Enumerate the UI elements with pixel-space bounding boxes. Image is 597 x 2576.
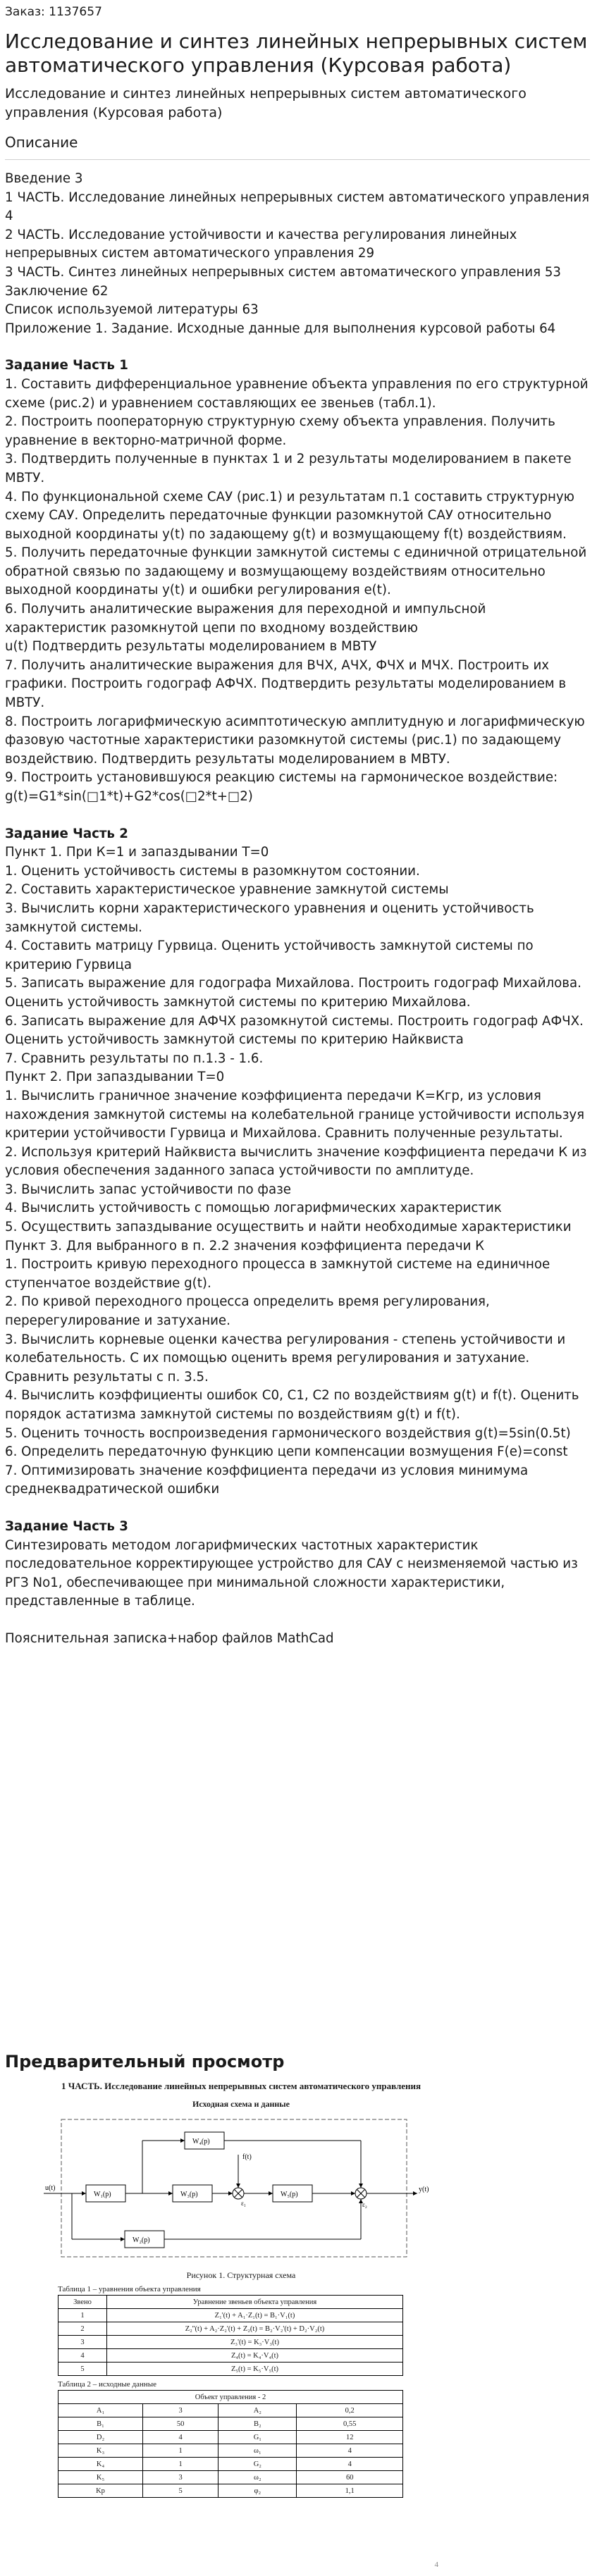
list-item: 2. Используя критерий Найквиста вычислить значение коэффициента передачи К из условия обеспечения заданного запаса устойчивости по амплитуде. [5, 1144, 591, 1179]
svg-text:ε₁: ε₁ [241, 2200, 246, 2207]
list-item: 7. Получить аналитические выражения для ВЧХ, АЧХ, ФЧХ и МЧХ. Построить их графики. Построить годограф АФЧХ. Подтвердить результаты моделированием в МВТУ. [5, 657, 570, 711]
table-row: Kp 5 φ₂ 1,1 [59, 2484, 403, 2498]
attachment-note: Пояснительная записка+набор файлов MathCad [5, 1630, 334, 1646]
initial-data-table [58, 2390, 403, 2498]
list-item: 4. Вычислить коэффициенты ошибок С0, С1, С2 по воздействиям g(t) и f(t). Оценить порядок астатизма замкнутой системы по воздействиям g(t) и f(t). [5, 1388, 584, 1422]
list-item: 4. Составить матрицу Гурвица. Оценить устойчивость замкнутой системы по критерию Гурвица [5, 939, 538, 972]
list-item: 9. Построить установившуюся реакцию системы на гармоническое воздействие: g(t)=G1*sin(□1*t)+G2*cos(□2*t+□2) [5, 770, 562, 804]
toc-item: Список используемой литературы 63 [5, 302, 259, 318]
list-item: 2. Построить пооператорную структурную схему объекта управления. Получить уравнение в векторно-матричной форме. [5, 414, 560, 448]
list-item: 3. Вычислить корни характеристического уравнения и оценить устойчивость замкнутой системы. [5, 900, 538, 935]
preview-doc-title: 1 ЧАСТЬ. Исследование линейных непрерывных систем автоматического управления [61, 2081, 421, 2091]
table-row: 5 Z₅(t) = K₅·V₅(t) [59, 2363, 403, 2376]
list-item: 5. Записать выражение для годографа Михайлова. Построить годограф Михайлова. Оценить устойчивость замкнутой системы по критерию Михайлова. [5, 976, 586, 1010]
table-header: Уравнение звеньев объекта управления [107, 2296, 403, 2309]
toc-item: Введение 3 [5, 171, 83, 186]
description-heading: Описание [5, 134, 78, 151]
list-item: Пункт 2. При запаздывании Т=0 [5, 1070, 225, 1085]
list-item: 2. По кривой переходного процесса определить время регулирования, перерегулирование и затухание. [5, 1294, 494, 1329]
list-item: 6. Получить аналитические выражения для переходной и импульсной характеристик разомкнутой цепи по входному воздействию [5, 602, 491, 636]
table-row: 4 Z₄(t) = K₄·V₄(t) [59, 2349, 403, 2363]
list-item: 3. Вычислить запас устойчивости по фазе [5, 1182, 291, 1197]
figure-caption: Рисунок 1. Структурная схема [186, 2270, 296, 2280]
part1-heading: Задание Часть 1 [5, 358, 128, 373]
svg-text:W₃(p): W₃(p) [180, 2191, 198, 2198]
divider [5, 159, 590, 160]
page-title: Исследование и синтез линейных непрерывных систем автоматического управления (Курсовая работа) [5, 30, 588, 77]
list-item: 1. Построить кривую переходного процесса в замкнутой системе на единичное ступенчатое воздействие g(t). [5, 1257, 555, 1291]
page-number: 4 [434, 2560, 438, 2569]
toc-item: Приложение 1. Задание. Исходные данные для выполнения курсовой работы 64 [5, 321, 556, 336]
table-header: Объект управления - 2 [59, 2391, 403, 2404]
toc-item: Заключение 62 [5, 283, 109, 299]
list-item: 3. Подтвердить полученные в пунктах 1 и 2 результаты моделированием в пакете МВТУ. [5, 452, 576, 485]
list-item: 2. Составить характеристическое уравнение замкнутой системы [5, 882, 449, 898]
table-row: D₂ 4 G₁ 12 [59, 2431, 403, 2444]
table-row: A₁ 3 A₂ 0,2 [59, 2404, 403, 2417]
table1-caption: Таблица 1 – уравнения объекта управления [58, 2285, 201, 2293]
part3-text: Синтезировать методом логарифмических частотных характеристик последовательное корректирующее устройство для САУ с неизменяемой частью из РГЗ No1, обеспечивающее при минимальной сложности характеристики, представленные в таблице. [5, 1537, 582, 1609]
list-item: u(t) Подтвердить результаты моделированием в МВТУ [5, 639, 377, 655]
list-item: 1. Составить дифференциальное уравнение объекта управления по его структурной схеме (рис.2) и уравнением составляющих ее звеньев (табл.1). [5, 376, 593, 411]
list-item: 8. Построить логарифмическую асимптотическую амплитудную и логарифмическую фазовую частотные характеристики разомкнутой системы (рис.1) по задающему воздействию. Подтвердить результаты моделированием в МВТУ. [5, 714, 589, 767]
list-item: 1. Оценить устойчивость системы в разомкнутом состоянии. [5, 863, 420, 879]
order-number: Заказ: 1137657 [5, 5, 102, 19]
list-item: 4. Вычислить устойчивость с помощью логарифмических характеристик [5, 1201, 502, 1216]
structure-diagram [44, 2112, 438, 2267]
list-item: 3. Вычислить корневые оценки качества регулирования - степень устойчивости и колебательность. С их помощью оценить время регулирования и затухание. Сравнить результаты с п. 3.5. [5, 1332, 570, 1385]
table-row: K₅ 3 ω₂ 60 [59, 2471, 403, 2484]
toc-item: 2 ЧАСТЬ. Исследование устойчивости и качества регулирования линейных непрерывных систем автоматического управления 29 [5, 227, 522, 261]
svg-text:W₅(p): W₅(p) [281, 2191, 298, 2198]
table-row: B₁ 50 B₂ 0,55 [59, 2417, 403, 2431]
list-item: Пункт 1. При К=1 и запаздывании Т=0 [5, 845, 269, 860]
preview-heading: Предварительный просмотр [5, 2052, 285, 2072]
list-item: 7. Сравнить результаты по п.1.3 - 1.6. [5, 1051, 264, 1066]
table2-caption: Таблица 2 – исходные данные [58, 2380, 156, 2389]
input-label: u(t) [45, 2184, 56, 2192]
page-subtitle: Исследование и синтез линейных непрерывных систем автоматического управления (Курсовая работа) [5, 86, 527, 120]
document [5, 4, 593, 1649]
table-of-contents [5, 170, 593, 338]
list-item: 4. По функциональной схеме САУ (рис.1) и результатам п.1 составить структурную схему САУ. Определить передаточные функции разомкнутой САУ относительно выходной координаты y(t) по задающему g(t) и возмущающему f(t) воздействиям. [5, 489, 579, 542]
part2-heading: Задание Часть 2 [5, 826, 128, 841]
part1-list [5, 376, 593, 807]
table-row: K₄ 1 G₂ 4 [59, 2458, 403, 2471]
table-row: 1 Z₁'(t) + A₁·Z₁(t) = B₁·V₁(t) [59, 2309, 403, 2322]
toc-item: 1 ЧАСТЬ. Исследование линейных непрерывных систем автоматического управления 4 [5, 190, 593, 224]
list-item: 1. Вычислить граничное значение коэффициента передачи К=Кгр, из условия нахождения замкнутой системы на колебательной границе устойчивости используя критерии устойчивости Гурвица и Михайлова. Сравнить полученные результаты. [5, 1088, 589, 1141]
output-label: y(t) [419, 2186, 429, 2193]
table-row: K₃ 1 ω₁ 4 [59, 2444, 403, 2458]
list-item: 6. Определить передаточную функцию цепи компенсации возмущения F(e)=const [5, 1444, 568, 1460]
preview-page [44, 2080, 438, 2569]
svg-text:W₄(p): W₄(p) [192, 2138, 210, 2145]
svg-text:W₂(p): W₂(p) [133, 2236, 150, 2244]
part3-heading: Задание Часть 3 [5, 1518, 128, 1534]
disturbance-label: f(t) [242, 2153, 252, 2161]
toc-item: 3 ЧАСТЬ. Синтез линейных непрерывных систем автоматического управления 53 [5, 264, 561, 280]
part2-list [5, 843, 590, 1499]
equations-table [58, 2295, 403, 2376]
table-row: 2 Z₂''(t) + A₂·Z₂'(t) + Z₂(t) = B₂·V₂'(t) + D₂·V₂(t) [59, 2322, 403, 2336]
list-item: Пункт 3. Для выбранного в п. 2.2 значения коэффициента передачи К [5, 1238, 485, 1253]
table-header: Звено [59, 2296, 107, 2309]
list-item: 5. Осуществить запаздывание осуществить и найти необходимые характеристики [5, 1220, 572, 1235]
preview-section-title: Исходная схема и данные [192, 2099, 290, 2109]
list-item: 5. Получить передаточные функции замкнутой системы с единичной отрицательной обратной связью по задающему и возмущающему воздействиям относительно выходной координаты y(t) и ошибки регулирования e(t). [5, 545, 591, 598]
svg-text:W₁(p): W₁(p) [94, 2191, 111, 2198]
svg-text:ε₂: ε₂ [362, 2201, 367, 2208]
list-item: 7. Оптимизировать значение коэффициента передачи из условия минимума среднеквадратической ошибки [5, 1463, 532, 1497]
table-row: 3 Z₃'(t) = K₃·V₃(t) [59, 2336, 403, 2349]
list-item: 6. Записать выражение для АФЧХ разомкнутой системы. Построить годограф АФЧХ. Оценить устойчивость замкнутой системы по критерию Найквиста [5, 1013, 588, 1048]
list-item: 5. Оценить точность воспроизведения гармонического воздействия g(t)=5sin(0.5t) [5, 1425, 571, 1441]
